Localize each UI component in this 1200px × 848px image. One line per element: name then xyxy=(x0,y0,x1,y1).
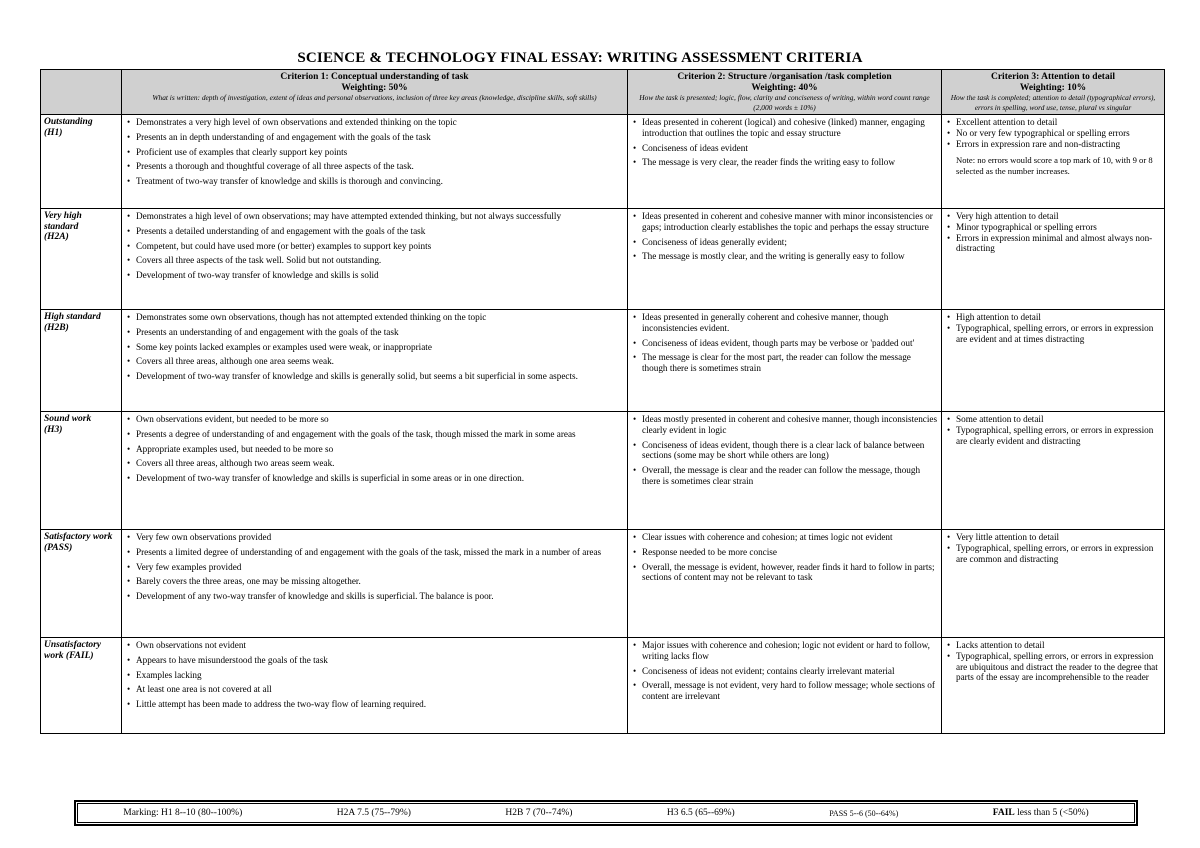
level-code: (H2B) xyxy=(44,322,69,333)
criterion-title: Criterion 3: Attention to detail xyxy=(990,72,1115,82)
list-item: • Typographical, spelling errors, or errors in expression are evident and at times distracting xyxy=(956,323,1161,345)
list-item: • The message is very clear, the reader finds the writing easy to follow xyxy=(642,157,938,168)
list-item: • The message is mostly clear, and the writing is generally easy to follow xyxy=(642,251,938,262)
level-name: Very high standard xyxy=(44,211,82,232)
list-item: • Appropriate examples used, but needed to be more so xyxy=(136,444,624,455)
list-item: • Minor typographical or spelling errors xyxy=(956,222,1161,233)
level-name: Outstanding xyxy=(44,117,93,127)
criterion-3-cell xyxy=(942,412,1165,530)
list-item: • Demonstrates a very high level of own observations and extended thinking on the topic xyxy=(136,117,624,128)
level-code: (H3) xyxy=(44,424,63,435)
list-item: • Treatment of two-way transfer of knowledge and skills is thorough and convincing. xyxy=(136,176,624,187)
list-item: • Conciseness of ideas evident xyxy=(642,143,938,154)
criteria-table xyxy=(40,69,1165,734)
list-item: • Proficient use of examples that clearly support key points xyxy=(136,147,624,158)
list-item: • Errors in expression minimal and almost always non-distracting xyxy=(956,233,1161,255)
list-item: • Covers all three areas, although two areas seem weak. xyxy=(136,458,624,469)
marking-scale-box xyxy=(74,800,1138,826)
list-item: • Very few own observations provided xyxy=(136,532,624,543)
list-item: • Major issues with coherence and cohesion; logic not evident or hard to follow, writing lacks flow xyxy=(642,640,938,662)
criterion-3-header xyxy=(942,70,1165,115)
list-item: • Some attention to detail xyxy=(956,414,1161,425)
list-item: • Typographical, spelling errors, or errors in expression are clearly evident and distracting xyxy=(956,425,1161,447)
level-code: (H2A) xyxy=(44,232,69,242)
marking-h2b: H2B 7 (70--74%) xyxy=(505,808,573,818)
level-label xyxy=(41,530,122,638)
level-label xyxy=(41,638,122,734)
level-name: Satisfactory work (PASS) xyxy=(44,532,113,553)
criterion-2-cell xyxy=(628,530,942,638)
criterion-3-cell xyxy=(942,638,1165,734)
criterion-2-cell xyxy=(628,310,942,412)
list-item: • Overall, the message is clear and the reader can follow the message, though there is sometimes clear strain xyxy=(642,465,938,487)
list-item: • Conciseness of ideas evident, though parts may be verbose or 'padded out' xyxy=(642,338,938,349)
list-item: • Development of any two-way transfer of knowledge and skills is superficial. The balance is poor. xyxy=(136,591,624,602)
level-label xyxy=(41,412,122,530)
list-item: • Response needed to be more concise xyxy=(642,547,938,558)
list-item: • Presents an understanding of and engagement with the goals of the task xyxy=(136,327,624,338)
criterion-title: Criterion 2: Structure /organisation /task completion xyxy=(677,72,892,82)
marking-h2a: H2A 7.5 (75--79%) xyxy=(336,808,411,818)
criterion-description: What is written: depth of investigation, extent of ideas and personal observations, inclusion of three key areas (knowledge, discipline skills, soft skills) xyxy=(152,93,597,102)
level-row-pass xyxy=(41,530,1165,638)
list-item: • Examples lacking xyxy=(136,670,624,681)
list-item: • Presents an in depth understanding of and engagement with the goals of the task xyxy=(136,132,624,143)
list-item: • Typographical, spelling errors, or errors in expression are common and distracting xyxy=(956,543,1161,565)
list-item: • Own observations evident, but needed to be more so xyxy=(136,414,624,425)
criterion-description: How the task is completed; attention to detail (typographical errors), errors in spelling, word use, tense, plural vs singular xyxy=(950,93,1156,112)
criterion-weighting: Weighting: 10% xyxy=(1019,82,1087,93)
page-title: SCIENCE & TECHNOLOGY FINAL ESSAY: WRITING ASSESSMENT CRITERIA xyxy=(297,50,863,66)
list-item: • Own observations not evident xyxy=(136,640,624,651)
level-row-h1 xyxy=(41,115,1165,209)
criterion-1-header xyxy=(122,70,628,115)
list-item: • Some key points lacked examples or examples used were weak, or inappropriate xyxy=(136,342,624,353)
list-item: • Lacks attention to detail xyxy=(956,640,1161,651)
level-row-h2a xyxy=(41,209,1165,310)
list-item: • Presents a thorough and thoughtful coverage of all three aspects of the task. xyxy=(136,161,624,172)
marking-h3: H3 6.5 (65--69%) xyxy=(666,808,735,818)
criterion-1-cell xyxy=(122,412,628,530)
list-item: • Covers all three aspects of the task well. Solid but not outstanding. xyxy=(136,255,624,266)
level-label xyxy=(41,209,122,310)
list-item: • Covers all three areas, although one area seems weak. xyxy=(136,356,624,367)
list-item: • Development of two-way transfer of knowledge and skills is generally solid, but seems a bit superficial in some aspects. xyxy=(136,371,624,382)
criterion-title: Criterion 1: Conceptual understanding of task xyxy=(280,72,469,82)
list-item: • Overall, message is not evident, very hard to follow message; whole sections of content are irrelevant xyxy=(642,680,938,702)
criterion-3-cell xyxy=(942,209,1165,310)
list-item: • Competent, but could have used more (or better) examples to support key points xyxy=(136,241,624,252)
list-item: • Barely covers the three areas, one may be missing altogether. xyxy=(136,576,624,587)
criterion-1-cell xyxy=(122,209,628,310)
level-row-h3 xyxy=(41,412,1165,530)
criterion-1-cell xyxy=(122,530,628,638)
list-item: • Very high attention to detail xyxy=(956,211,1161,222)
criterion-2-cell xyxy=(628,115,942,209)
criterion-1-cell xyxy=(122,310,628,412)
list-item: • Presents a limited degree of understanding of and engagement with the goals of the task, missed the mark in a number of areas xyxy=(136,547,624,558)
level-row-h2b xyxy=(41,310,1165,412)
list-item: • Demonstrates a high level of own observations; may have attempted extended thinking, but not always successfully xyxy=(136,211,624,222)
list-item: • Conciseness of ideas generally evident; xyxy=(642,237,938,248)
criterion-3-cell xyxy=(942,310,1165,412)
criterion-2-cell xyxy=(628,209,942,310)
list-item: • Excellent attention to detail xyxy=(956,117,1161,128)
marking-pass: PASS 5--6 (50--64%) xyxy=(829,808,899,818)
marking-fail xyxy=(993,808,1089,818)
list-item: • Very little attention to detail xyxy=(956,532,1161,543)
list-item: • At least one area is not covered at all xyxy=(136,684,624,695)
list-item: • The message is clear for the most part, the reader can follow the message though there is sometimes strain xyxy=(642,352,938,374)
list-item: • Typographical, spelling errors, or errors in expression are ubiquitous and distract the reader to the degree that parts of the essay are incomprehensible to the reader xyxy=(956,651,1161,683)
list-item: • Overall, the message is evident, however, reader finds it hard to follow in parts; sections of content may not be relevant to task xyxy=(642,562,938,584)
list-item: • Demonstrates some own observations, though has not attempted extended thinking on the topic xyxy=(136,312,624,323)
level-name: Sound work xyxy=(44,414,92,424)
level-label xyxy=(41,310,122,412)
list-item: • Development of two-way transfer of knowledge and skills is solid xyxy=(136,270,624,281)
list-item: • Conciseness of ideas not evident; contains clearly irrelevant material xyxy=(642,666,938,677)
criterion-1-cell xyxy=(122,115,628,209)
list-item: • No or very few typographical or spelling errors xyxy=(956,128,1161,139)
criterion-3-cell xyxy=(942,115,1165,209)
marking-fail-text: less than 5 (<50%) xyxy=(1014,808,1089,818)
list-item: • Very few examples provided xyxy=(136,562,624,573)
marking-h1: Marking: H1 8--10 (80--100%) xyxy=(123,808,243,818)
level-name: High standard xyxy=(44,312,101,322)
criterion-2-cell xyxy=(628,412,942,530)
criterion-3-cell xyxy=(942,530,1165,638)
list-item: • Clear issues with coherence and cohesion; at times logic not evident xyxy=(642,532,938,543)
list-item: • Errors in expression rare and non-distracting xyxy=(956,139,1161,150)
level-label xyxy=(41,115,122,209)
list-item: • Ideas mostly presented in coherent and cohesive manner, though inconsistencies clearly evident in logic xyxy=(642,414,938,436)
header-empty-cell xyxy=(41,70,122,115)
criterion-1-cell xyxy=(122,638,628,734)
list-item: • Ideas presented in generally coherent and cohesive manner, though inconsistencies evident. xyxy=(642,312,938,334)
list-item: • Development of two-way transfer of knowledge and skills is superficial in some areas or in one direction. xyxy=(136,473,624,484)
list-item: • Presents a detailed understanding of and engagement with the goals of the task xyxy=(136,226,624,237)
list-item: • High attention to detail xyxy=(956,312,1161,323)
criterion-description: How the task is presented; logic, flow, clarity and conciseness of writing, within word count range (2,000 words ± 10%) xyxy=(639,93,930,112)
marking-fail-label: FAIL xyxy=(992,808,1015,818)
header-row xyxy=(41,70,1165,115)
list-item: • Conciseness of ideas evident, though there is a clear lack of balance between sections (some may be short while others are long) xyxy=(642,440,938,462)
list-item: • Little attempt has been made to address the two-way flow of learning required. xyxy=(136,699,624,710)
list-item: • Appears to have misunderstood the goals of the task xyxy=(136,655,624,666)
list-item: • Presents a degree of understanding of and engagement with the goals of the task, though missed the mark in some areas xyxy=(136,429,624,440)
criterion-weighting: Weighting: 40% xyxy=(751,82,818,93)
list-item: • Ideas presented in coherent and cohesive manner with minor inconsistencies or gaps; introduction clearly establishes the topic and perhaps the essay structure xyxy=(642,211,938,233)
scoring-note: Note: no errors would score a top mark of 10, with 9 or 8 selected as the number increases. xyxy=(956,155,1153,177)
criterion-2-cell xyxy=(628,638,942,734)
list-item: • Ideas presented in coherent (logical) and cohesive (linked) manner, engaging introduction that outlines the topic and essay structure xyxy=(642,117,938,139)
criterion-2-header xyxy=(628,70,942,115)
level-row-fail xyxy=(41,638,1165,734)
level-name: Unsatisfactory work (FAIL) xyxy=(44,640,101,661)
level-code: (H1) xyxy=(44,127,63,138)
criterion-weighting: Weighting: 50% xyxy=(341,82,408,93)
